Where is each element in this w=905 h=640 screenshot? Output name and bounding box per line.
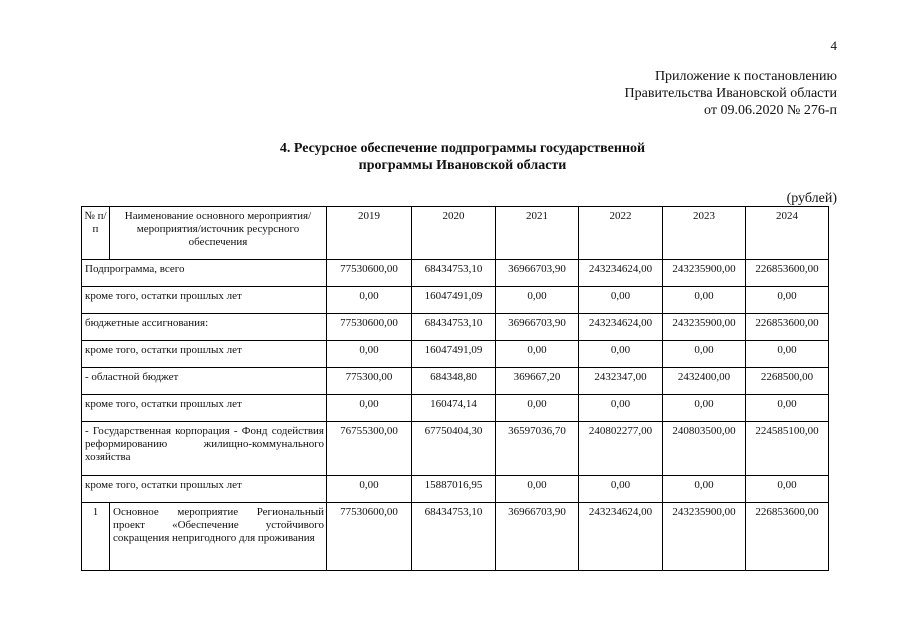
header-year: 2024	[746, 207, 829, 260]
unit-label: (рублей)	[786, 191, 837, 206]
cell-value: 369667,20	[496, 368, 579, 395]
row-name: кроме того, остатки прошлых лет	[82, 395, 327, 422]
cell-value: 0,00	[327, 476, 412, 503]
cell-value: 36966703,90	[496, 314, 579, 341]
cell-value: 0,00	[746, 287, 829, 314]
row-name: - областной бюджет	[82, 368, 327, 395]
cell-value: 36597036,70	[496, 422, 579, 476]
row-name: кроме того, остатки прошлых лет	[82, 476, 327, 503]
row-name: кроме того, остатки прошлых лет	[82, 287, 327, 314]
cell-value: 0,00	[327, 341, 412, 368]
cell-value: 226853600,00	[746, 260, 829, 287]
table-row	[82, 422, 829, 476]
cell-value: 0,00	[327, 287, 412, 314]
cell-value: 243235900,00	[663, 503, 746, 571]
cell-value: 243234624,00	[579, 314, 663, 341]
cell-value: 36966703,90	[496, 260, 579, 287]
row-name: Подпрограмма, всего	[82, 260, 327, 287]
cell-value: 243234624,00	[579, 503, 663, 571]
header-no: № п/п	[82, 207, 110, 260]
cell-value: 77530600,00	[327, 503, 412, 571]
resource-table	[81, 206, 829, 571]
table-row	[82, 287, 829, 314]
cell-value: 2432400,00	[663, 368, 746, 395]
header-year: 2021	[496, 207, 579, 260]
cell-value: 0,00	[496, 476, 579, 503]
table-row	[82, 314, 829, 341]
row-index: 1	[82, 503, 110, 571]
table-row	[82, 368, 829, 395]
document-title	[0, 140, 905, 174]
cell-value: 68434753,10	[412, 503, 496, 571]
cell-value: 0,00	[746, 476, 829, 503]
header-year: 2019	[327, 207, 412, 260]
cell-value: 0,00	[746, 395, 829, 422]
cell-value: 0,00	[327, 395, 412, 422]
cell-value: 0,00	[579, 341, 663, 368]
cell-value: 0,00	[579, 395, 663, 422]
cell-value: 775300,00	[327, 368, 412, 395]
table-row	[82, 476, 829, 503]
title-line: 4. Ресурсное обеспечение подпрограммы государственной	[279, 141, 646, 156]
cell-value: 226853600,00	[746, 503, 829, 571]
cell-value: 0,00	[579, 287, 663, 314]
row-name: Основное мероприятие Региональный проект «Обеспечение устойчивого сокращения непригодного для проживания	[110, 503, 327, 571]
cell-value: 77530600,00	[327, 314, 412, 341]
cell-value: 0,00	[496, 341, 579, 368]
header-name: Наименование основного мероприятия/мероприятия/источник ресурсного обеспечения	[110, 207, 327, 260]
row-name: бюджетные ассигнования:	[82, 314, 327, 341]
cell-value: 67750404,30	[412, 422, 496, 476]
cell-value: 0,00	[663, 476, 746, 503]
cell-value: 0,00	[663, 341, 746, 368]
cell-value: 16047491,09	[412, 341, 496, 368]
cell-value: 243235900,00	[663, 314, 746, 341]
cell-value: 68434753,10	[412, 314, 496, 341]
cell-value: 160474,14	[412, 395, 496, 422]
title-line: программы Ивановской области	[358, 158, 567, 173]
cell-value: 224585100,00	[746, 422, 829, 476]
cell-value: 226853600,00	[746, 314, 829, 341]
row-name: кроме того, остатки прошлых лет	[82, 341, 327, 368]
appendix-block	[625, 68, 837, 119]
cell-value: 77530600,00	[327, 260, 412, 287]
cell-value: 15887016,95	[412, 476, 496, 503]
cell-value: 0,00	[579, 476, 663, 503]
appendix-line: от 09.06.2020 № 276-п	[704, 103, 837, 118]
cell-value: 0,00	[496, 287, 579, 314]
cell-value: 0,00	[663, 395, 746, 422]
cell-value: 240802277,00	[579, 422, 663, 476]
appendix-line: Приложение к постановлению	[654, 69, 837, 84]
cell-value: 243235900,00	[663, 260, 746, 287]
table-header-row	[82, 207, 829, 260]
cell-value: 0,00	[663, 287, 746, 314]
cell-value: 2268500,00	[746, 368, 829, 395]
cell-value: 240803500,00	[663, 422, 746, 476]
table-row	[82, 395, 829, 422]
table-row	[82, 341, 829, 368]
appendix-line: Правительства Ивановской области	[624, 86, 837, 101]
header-year: 2023	[663, 207, 746, 260]
row-name: - Государственная корпорация - Фонд содействия реформированию жилищно-коммунального хозяйства	[82, 422, 327, 476]
header-year: 2022	[579, 207, 663, 260]
cell-value: 0,00	[496, 395, 579, 422]
table-row	[82, 260, 829, 287]
cell-value: 0,00	[746, 341, 829, 368]
page-number: 4	[830, 38, 837, 53]
cell-value: 684348,80	[412, 368, 496, 395]
table-row-item	[82, 503, 829, 571]
cell-value: 68434753,10	[412, 260, 496, 287]
cell-value: 16047491,09	[412, 287, 496, 314]
cell-value: 243234624,00	[579, 260, 663, 287]
cell-value: 76755300,00	[327, 422, 412, 476]
header-year: 2020	[412, 207, 496, 260]
cell-value: 36966703,90	[496, 503, 579, 571]
cell-value: 2432347,00	[579, 368, 663, 395]
